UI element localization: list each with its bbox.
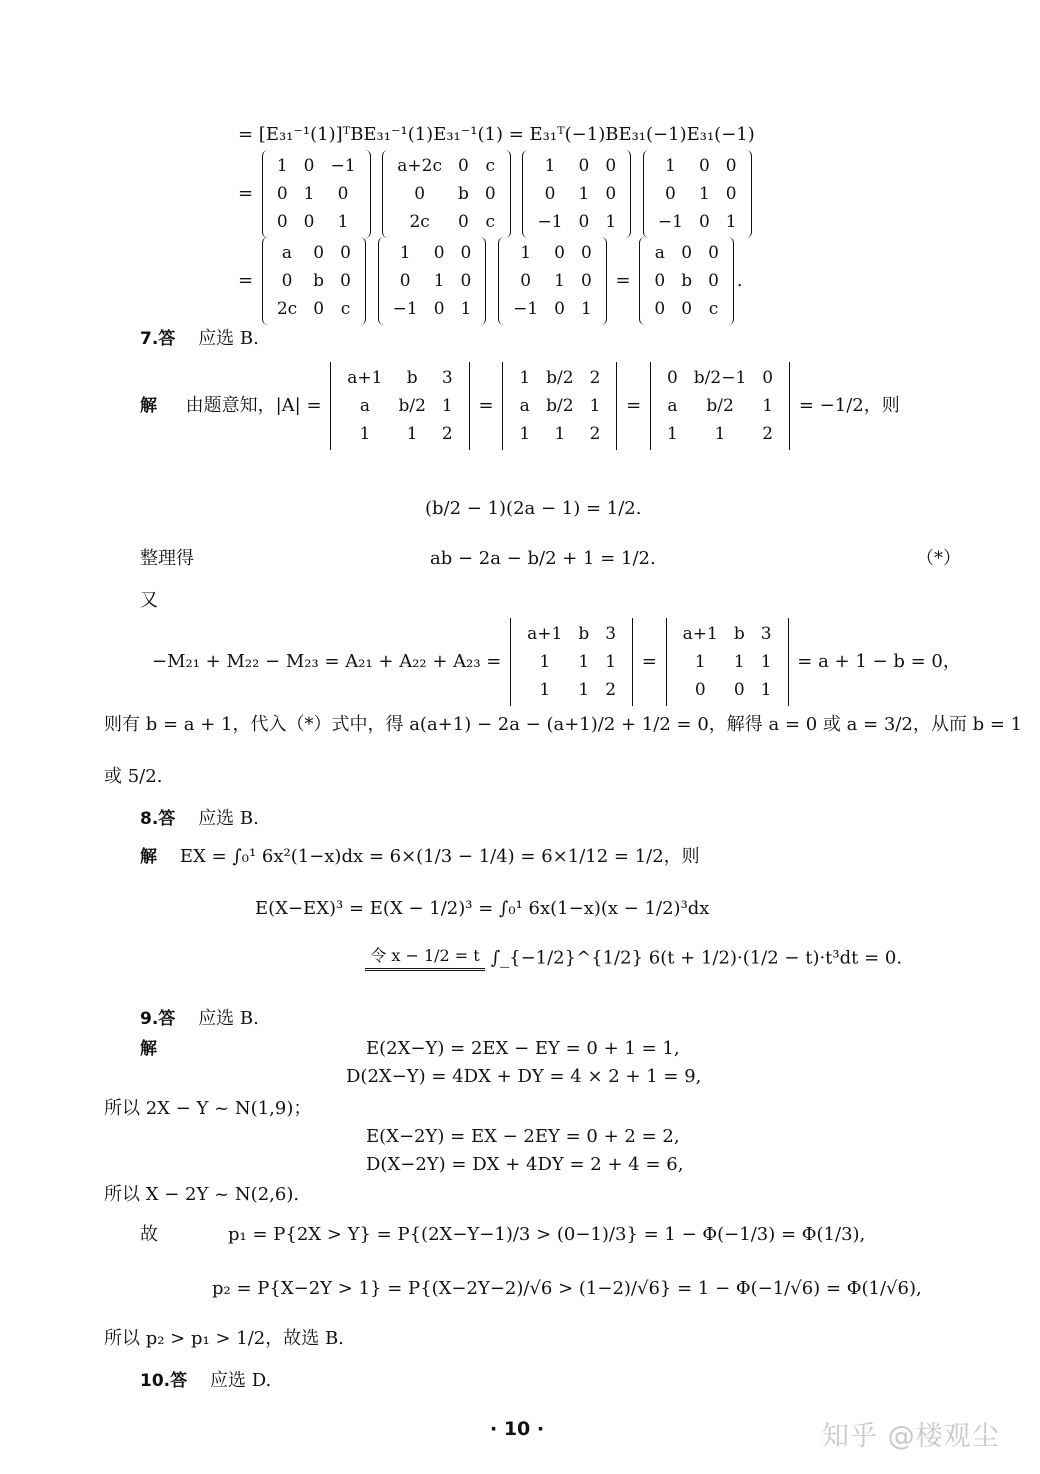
q10-heading: 10.答 应选 D.	[140, 1370, 272, 1391]
q8-eq3: 令 x − 1/2 = t ∫_{−1/2}^{1/2} 6(t + 1/2)·(1/2 − t)·t³dt = 0.	[365, 946, 902, 971]
matrix-cell: 1	[359, 424, 371, 444]
matrix-cell: 1	[554, 424, 566, 444]
matrix-cell: b	[733, 624, 745, 644]
matrix-cell: b/2−1	[693, 368, 747, 388]
matrix-cell: b	[578, 624, 590, 644]
p6-matrix-product-2: = a 0 0 0 b 0 2c 0 c 1 0 0 0 1 0 −1 0 1 1 0 0 0 1 0 −1 0 1 = a 0 0 0 b 0 0 0 c .	[238, 237, 743, 325]
matrix-cell: 1	[698, 184, 710, 204]
q9-gu: 故	[140, 1224, 158, 1245]
matrix-cell: 0	[303, 212, 315, 232]
matrix-cell: −1	[513, 299, 539, 319]
p6-line1: = [E₃₁⁻¹(1)]ᵀBE₃₁⁻¹(1)E₃₁⁻¹(1) = E₃₁ᵀ(−1)BE₃₁(−1)E₃₁(−1)	[238, 124, 755, 145]
matrix-cell: 1	[762, 396, 774, 416]
determinant-2	[502, 362, 617, 450]
matrix-cell: 1	[760, 652, 772, 672]
matrix-cell: 1	[580, 299, 592, 319]
matrix-cell: 0	[654, 271, 666, 291]
matrix-cell: 0	[698, 212, 710, 232]
matrix-cell: 1	[276, 156, 288, 176]
q7-conclusion-1: 则有 b = a + 1，代入（*）式中，得 a(a+1) − 2a − (a+1)/2 + 1/2 = 0，解得 a = 0 或 a = 3/2，从而 b = 1	[104, 714, 1023, 735]
matrix-cell: 3	[760, 624, 772, 644]
matrix-cell: 1	[760, 680, 772, 700]
q9-e2: D(2X−Y) = 4DX + DY = 4 × 2 + 1 = 9,	[346, 1066, 702, 1087]
matrix-cell: 0	[399, 271, 411, 291]
matrix-cell: 0	[281, 271, 293, 291]
matrix-cell: −1	[537, 212, 563, 232]
matrix-cell: 1	[578, 680, 590, 700]
matrix-cell: 0	[276, 212, 288, 232]
matrix-cell: 1	[441, 396, 453, 416]
q9-s1: 所以 2X − Y ~ N(1,9)；	[104, 1098, 312, 1119]
matrix-cell: 1	[665, 156, 676, 176]
matrix-cell: 1	[725, 212, 737, 232]
matrix-cell: 0	[340, 271, 351, 291]
matrix-cell: 0	[433, 243, 445, 263]
matrix-5	[262, 237, 366, 325]
determinant-3	[650, 362, 790, 450]
matrix-cell: 0	[580, 243, 592, 263]
matrix-cell: 2	[589, 368, 601, 388]
watermark: 知乎 @楼观尘	[822, 1421, 1000, 1452]
matrix-cell: 2	[589, 424, 601, 444]
q9-p1: p₁ = P{2X > Y} = P{(2X−Y−1)/3 > (0−1)/3} = 1 − Φ(−1/3) = Φ(1/3),	[228, 1224, 866, 1245]
q8-eq1: 解 EX = ∫₀¹ 6x²(1−x)dx = 6×(1/3 − 1/4) = 6×1/12 = 1/2，则	[140, 846, 700, 867]
matrix-cell: 0	[694, 680, 706, 700]
matrix-cell: 0	[681, 243, 693, 263]
matrix-cell: b/2	[706, 396, 734, 416]
matrix-cell: 0	[605, 184, 617, 204]
matrix-cell: 0	[733, 680, 745, 700]
matrix-7	[498, 237, 607, 325]
matrix-cell: 1	[519, 368, 531, 388]
matrix-cell: b/2	[546, 368, 574, 388]
matrix-cell: 0	[340, 243, 351, 263]
q7-star: （*）	[916, 548, 961, 569]
matrix-cell: 0	[605, 156, 617, 176]
matrix-cell: a	[359, 396, 370, 416]
matrix-cell: 0	[666, 368, 678, 388]
matrix-cell: c	[340, 299, 351, 319]
q9-e3: E(X−2Y) = EX − 2EY = 0 + 2 = 2,	[366, 1126, 680, 1147]
q9-e4: D(X−2Y) = DX + 4DY = 2 + 4 = 6,	[366, 1154, 684, 1175]
matrix-cell: 1	[337, 212, 349, 232]
matrix-cell: a+2c	[397, 156, 442, 176]
matrix-cell: c	[485, 212, 496, 232]
matrix-cell: 3	[441, 368, 453, 388]
matrix-cell: 0	[698, 156, 710, 176]
matrix-cell: 0	[337, 184, 349, 204]
q9-p2: p₂ = P{X−2Y > 1} = P{(X−2Y−2)/√6 > (1−2)/√6} = 1 − Φ(−1/√6) = Φ(1/√6),	[212, 1278, 922, 1299]
matrix-cell: 2c	[276, 299, 298, 319]
matrix-cell: 0	[725, 156, 737, 176]
matrix-cell: 0	[414, 184, 426, 204]
matrix-cell: b	[406, 368, 418, 388]
determinant-4	[510, 618, 633, 706]
matrix-cell: 0	[520, 271, 532, 291]
matrix-cell: 1	[399, 243, 411, 263]
matrix-cell: 0	[554, 243, 565, 263]
matrix-cell: 0	[458, 212, 469, 232]
q9-heading: 9.答 应选 B.	[140, 1008, 259, 1029]
q9-s3: 所以 p₂ > p₁ > 1/2，故选 B.	[104, 1328, 344, 1349]
matrix-cell: 0	[303, 156, 315, 176]
matrix-cell: 2	[605, 680, 617, 700]
matrix-cell: 1	[694, 652, 706, 672]
matrix-8	[639, 237, 734, 325]
page-number: · 10 ·	[490, 1418, 545, 1440]
q7-eq2: (b/2 − 1)(2a − 1) = 1/2.	[425, 498, 642, 519]
q7-eq3: ab − 2a − b/2 + 1 = 1/2.	[430, 548, 656, 569]
matrix-cell: 1	[554, 271, 565, 291]
matrix-cell: 0	[458, 156, 469, 176]
matrix-cell: 2c	[409, 212, 430, 232]
matrix-cell: 1	[433, 271, 445, 291]
matrix-cell: 3	[605, 624, 617, 644]
matrix-cell: a+1	[347, 368, 383, 388]
matrix-cell: 1	[605, 652, 617, 672]
matrix-cell: b	[681, 271, 693, 291]
q7-heading: 7.答 应选 B.	[140, 328, 259, 349]
matrix-cell: 2	[762, 424, 774, 444]
matrix-cell: 0	[554, 299, 565, 319]
matrix-cell: 0	[762, 368, 774, 388]
matrix-cell: a	[654, 243, 665, 263]
matrix-cell: 1	[605, 212, 617, 232]
matrix-cell: 1	[539, 652, 551, 672]
matrix-cell: 0	[725, 184, 737, 204]
matrix-cell: 1	[519, 424, 531, 444]
q7-conclusion-2: 或 5/2.	[104, 766, 163, 787]
matrix-cell: 1	[303, 184, 315, 204]
matrix-cell: 0	[460, 271, 472, 291]
matrix-cell: 0	[313, 243, 325, 263]
matrix-cell: 1	[666, 424, 678, 444]
matrix-cell: 0	[578, 156, 590, 176]
matrix-cell: b/2	[546, 396, 574, 416]
matrix-cell: c	[708, 299, 719, 319]
matrix-2	[382, 150, 510, 238]
matrix-cell: 0	[460, 243, 472, 263]
q9-s2: 所以 X − 2Y ~ N(2,6).	[104, 1184, 300, 1205]
matrix-cell: 1	[578, 184, 590, 204]
q8-heading: 8.答 应选 B.	[140, 808, 259, 829]
matrix-cell: 1	[544, 156, 556, 176]
q7-eq4: −M₂₁ + M₂₂ − M₂₃ = A₂₁ + A₂₂ + A₂₃ = a+1 b 3 1 1 1 1 1 2 = a+1 b 3 1 1 1 0 0 1 = a + 1 − b = 0，	[152, 618, 961, 706]
matrix-cell: 0	[708, 243, 719, 263]
matrix-cell: a	[281, 243, 293, 263]
matrix-cell: 0	[433, 299, 445, 319]
matrix-cell: 1	[406, 424, 418, 444]
matrix-cell: 0	[578, 212, 590, 232]
matrix-cell: 0	[484, 184, 496, 204]
matrix-cell: −1	[392, 299, 418, 319]
q8-eq2: E(X−EX)³ = E(X − 1/2)³ = ∫₀¹ 6x(1−x)(x − 1/2)³dx	[255, 898, 710, 919]
q9-jie: 解	[140, 1039, 157, 1059]
matrix-cell: a	[667, 396, 678, 416]
matrix-cell: 0	[654, 299, 666, 319]
matrix-cell: 1	[589, 396, 601, 416]
matrix-cell: 0	[580, 271, 592, 291]
p6-matrix-product-1: = 1 0 −1 0 1 0 0 0 1 a+2c 0 c 0 b 0 2c 0 c 1 0 0 0 1 0 −1 0 1 1 0 0 0 1 0 −1 0 1	[238, 150, 755, 238]
matrix-cell: a+1	[527, 624, 563, 644]
substitution-label: 令 x − 1/2 = t	[365, 946, 485, 971]
matrix-cell: b	[313, 271, 325, 291]
matrix-cell: −1	[330, 156, 356, 176]
matrix-cell: b/2	[398, 396, 426, 416]
matrix-cell: c	[485, 156, 496, 176]
q9-e1: E(2X−Y) = 2EX − EY = 0 + 1 = 1,	[366, 1038, 680, 1059]
matrix-cell: b	[458, 184, 469, 204]
matrix-cell: 0	[313, 299, 325, 319]
matrix-cell: 0	[544, 184, 556, 204]
matrix-1	[262, 150, 371, 238]
matrix-cell: 1	[578, 652, 590, 672]
q7-determinant-eq: 解 由题意知，|A| = a+1 b 3 a b/2 1 1 1 2 = 1 b/2 2 a b/2 1 1 1 2 = 0 b/2−1 0 a b/2 1 1 1 2 = −1/2，则	[140, 362, 900, 450]
matrix-4	[643, 150, 752, 238]
matrix-cell: 1	[539, 680, 551, 700]
matrix-6	[378, 237, 487, 325]
q7-zhengli: 整理得	[140, 548, 194, 569]
matrix-cell: a	[519, 396, 530, 416]
matrix-cell: 0	[276, 184, 288, 204]
matrix-cell: 1	[733, 652, 745, 672]
matrix-cell: a+1	[682, 624, 718, 644]
matrix-cell: 0	[681, 299, 693, 319]
matrix-cell: 1	[714, 424, 726, 444]
determinant-1	[330, 362, 469, 450]
matrix-cell: 1	[460, 299, 472, 319]
matrix-cell: 0	[665, 184, 676, 204]
q7-you: 又	[140, 590, 158, 611]
matrix-cell: 0	[708, 271, 719, 291]
determinant-5	[666, 618, 789, 706]
matrix-cell: 2	[441, 424, 453, 444]
matrix-3	[522, 150, 631, 238]
matrix-cell: 1	[520, 243, 532, 263]
matrix-cell: −1	[657, 212, 683, 232]
